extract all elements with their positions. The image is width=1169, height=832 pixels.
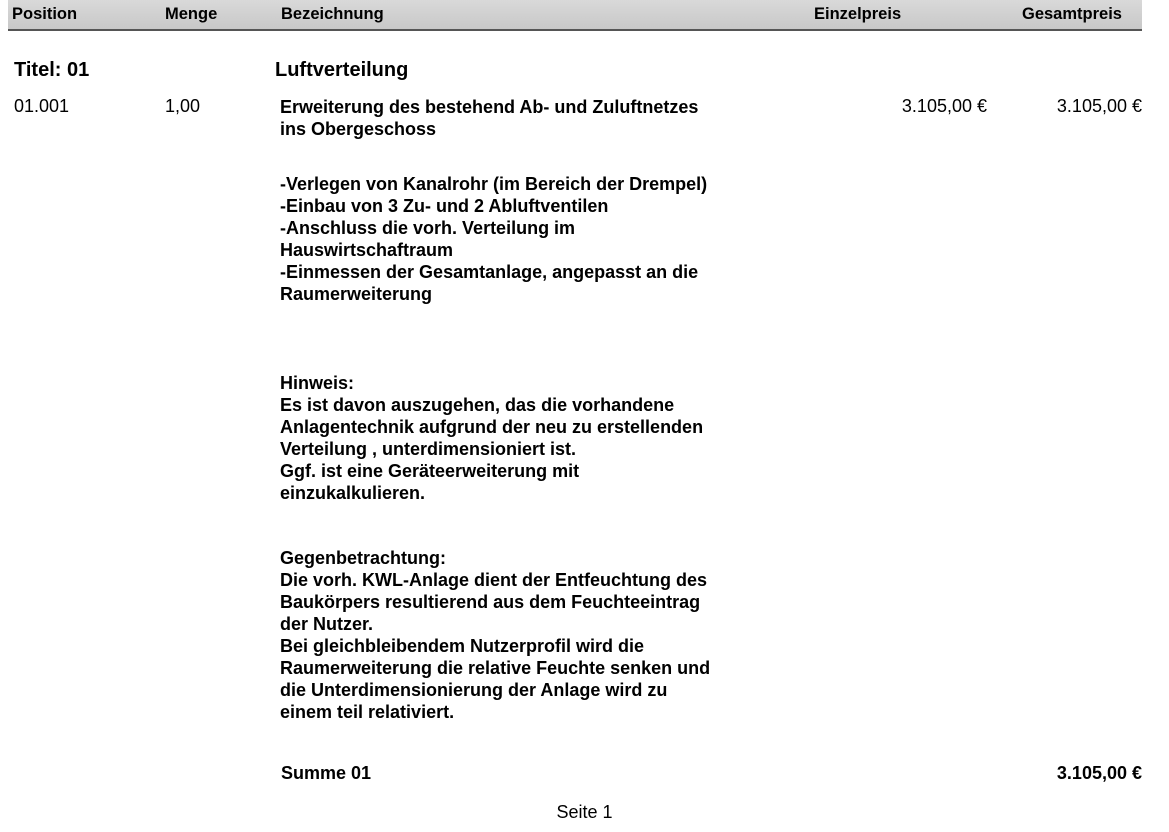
header-gesamtpreis: Gesamtpreis [1022,5,1122,23]
summary-label: Summe 01 [281,763,372,783]
item-heading: Erweiterung des bestehend Ab- und Zuluftnetzes ins Obergeschoss [280,97,699,139]
title-number: Titel: 01 [14,59,90,81]
item-description [280,96,820,140]
item-gesamtpreis: 3.105,00 € [1056,96,1142,116]
item-tasks-block [280,173,820,305]
header-bezeichnung: Bezeichnung [281,5,384,23]
header-menge: Menge [165,5,218,23]
page-number: Seite 1 [556,802,613,822]
item-tasks: -Verlegen von Kanalrohr (im Bereich der Drempel) -Einbau von 3 Zu- und 2 Abluftventilen -Anschluss die vorh. Verteilung im Hauswirtschaftraum -Einmessen der Gesamtanlage, angepasst an die Raumerweiterung [280,174,708,304]
item-position: 01.001 [14,96,70,116]
item-menge: 1,00 [165,96,201,116]
item-hinweis: Hinweis: Es ist davon auszugehen, das die vorhandene Anlagentechnik aufgrund der neu zu erstellenden Verteilung , unterdimensioniert ist. Ggf. ist eine Geräteerweiterung mit einzukalkulieren. [280,373,704,503]
item-gegenbetrachtung-block [280,547,820,723]
header-position: Position [12,5,78,23]
summary-total: 3.105,00 € [1056,763,1142,783]
item-gegenbetrachtung: Gegenbetrachtung: Die vorh. KWL-Anlage dient der Entfeuchtung des Baukörpers resultierend aus dem Feuchteeintrag der Nutzer. Bei gleichbleibendem Nutzerprofil wird die Raumerweiterung die relative Feuchte senken und die Unterdimensionierung der Anlage wird zu einem teil relativiert. [280,548,711,722]
item-einzelpreis: 3.105,00 € [901,96,987,116]
item-hinweis-block [280,372,820,504]
header-einzelpreis: Einzelpreis [814,5,902,23]
title-name: Luftverteilung [275,59,409,81]
